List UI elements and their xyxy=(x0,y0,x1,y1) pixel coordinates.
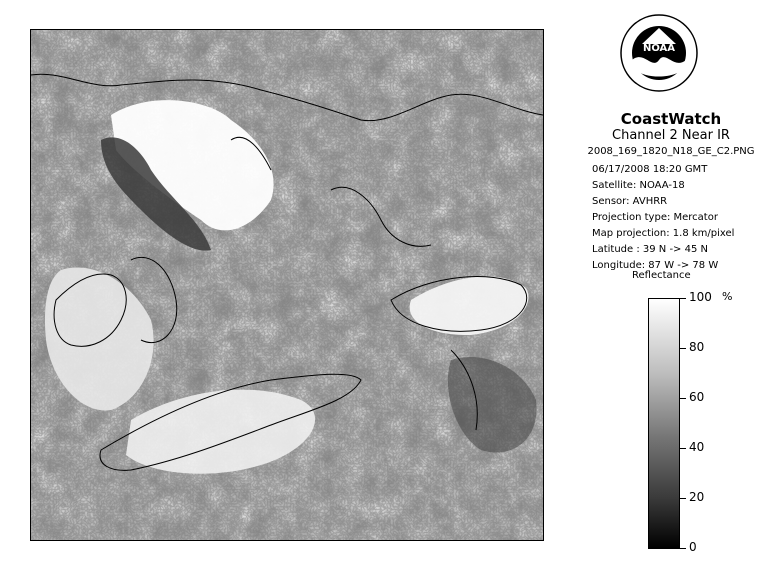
colorbar-title: Reflectance xyxy=(632,270,691,281)
colorbar xyxy=(648,298,680,549)
colorbar-tick-label: 40 xyxy=(689,440,705,454)
colorbar-unit: % xyxy=(722,290,733,303)
logo-text: NOAA xyxy=(642,43,676,54)
map-projection: Map projection: 1.8 km/pixel xyxy=(592,228,735,239)
colorbar-tick-label: 0 xyxy=(689,540,697,554)
colorbar-tick-label: 80 xyxy=(689,340,705,354)
reflectance-image xyxy=(31,30,543,540)
datetime: 06/17/2008 18:20 GMT xyxy=(592,164,708,175)
noaa-logo xyxy=(620,14,698,92)
satellite: Satellite: NOAA-18 xyxy=(592,180,685,191)
channel-subtitle: Channel 2 Near IR xyxy=(612,128,730,143)
colorbar-tick xyxy=(680,548,686,549)
noaa-seal-icon xyxy=(620,14,698,92)
colorbar-tick-label: 60 xyxy=(689,390,705,404)
sensor: Sensor: AVHRR xyxy=(592,196,668,207)
satellite-image-map xyxy=(30,29,544,541)
longitude-range: Longitude: 87 W -> 78 W xyxy=(592,260,719,271)
colorbar-tick xyxy=(680,498,686,499)
colorbar-tick-label: 20 xyxy=(689,490,705,504)
colorbar-tick xyxy=(680,448,686,449)
projection-type: Projection type: Mercator xyxy=(592,212,718,223)
colorbar-tick xyxy=(680,348,686,349)
app-title: CoastWatch xyxy=(620,110,722,128)
colorbar-tick-label: 100 xyxy=(689,290,712,304)
colorbar-tick xyxy=(680,298,686,299)
latitude-range: Latitude : 39 N -> 45 N xyxy=(592,244,708,255)
file-name: 2008_169_1820_N18_GE_C2.PNG xyxy=(587,146,755,157)
colorbar-tick xyxy=(680,398,686,399)
